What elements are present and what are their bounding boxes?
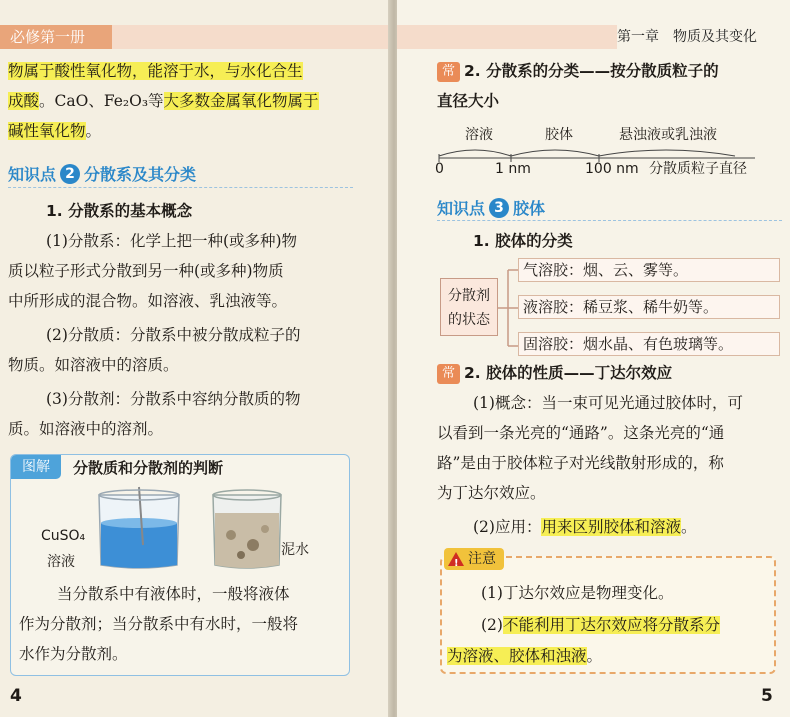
divider — [8, 187, 353, 188]
colloid-type-solid: 固溶胶：烟水晶、有色玻璃等。 — [518, 332, 780, 356]
header-book-title: 必修第一册 — [0, 25, 112, 49]
caption-line: 作为分散剂；当分散系中有水时，一般将 — [19, 615, 299, 633]
axis-tick-1nm: 1 nm — [495, 161, 531, 177]
header-chapter-title: 第一章 物质及其变化 — [617, 29, 757, 45]
illustration-tag: 图解 — [11, 455, 61, 479]
solution-label: 溶液 — [47, 554, 75, 570]
section-title: 常 2. 分散系的分类——按分散质粒子的 — [437, 58, 719, 85]
axis-tick-0: 0 — [435, 161, 444, 177]
mud-water-beaker-icon — [207, 485, 287, 573]
caption-line: 水作为分散剂。 — [19, 645, 128, 663]
text-line: 碱性氧化物。 — [8, 122, 102, 140]
knowledge-point-2: 知识点 2 分散系及其分类 — [8, 165, 197, 184]
illustration-box — [10, 454, 350, 676]
text-line: (1)概念：当一束可见光通过胶体时，可 — [473, 394, 743, 412]
text-line: 为丁达尔效应。 — [437, 484, 546, 502]
warning-icon — [448, 552, 464, 566]
common-tag: 常 — [437, 364, 460, 384]
text-line: 物质。如溶液中的溶质。 — [8, 356, 179, 374]
text-line: 质。如溶液中的溶剂。 — [8, 420, 164, 438]
section-title: 1. 胶体的分类 — [473, 232, 573, 250]
illustration-title: 分散质和分散剂的判断 — [73, 459, 224, 477]
section-title: 常 2. 胶体的性质——丁达尔效应 — [437, 360, 672, 387]
note-tag: ! 注意 — [444, 548, 504, 570]
text-line: (2)应用：用来区别胶体和溶液。 — [473, 518, 697, 536]
divider — [437, 220, 782, 221]
mud-label: 泥水 — [281, 542, 309, 558]
axis-label-solution: 溶液 — [465, 127, 493, 143]
colloid-type-liquid: 液溶胶：稀豆浆、稀牛奶等。 — [518, 295, 780, 319]
axis-title: 分散质粒子直径 — [649, 161, 747, 177]
axis-label-colloid: 胶体 — [545, 127, 573, 143]
note-line: (1)丁达尔效应是物理变化。 — [481, 584, 674, 602]
right-page — [397, 0, 790, 717]
text-line: (1)分散系：化学上把一种(或多种)物 — [46, 232, 298, 250]
page-number: 5 — [761, 686, 773, 706]
note-line: 为溶液、胶体和浊液。 — [447, 647, 603, 665]
text-line: 中所形成的混合物。如溶液、乳浊液等。 — [8, 292, 288, 310]
text-line: 物属于酸性氧化物，能溶于水，与水化合生 — [8, 62, 303, 80]
text-line: 路”是由于胶体粒子对光线散射形成的，称 — [437, 454, 724, 472]
note-line: (2)不能利用丁达尔效应将分散系分 — [481, 616, 720, 634]
knowledge-point-3: 知识点 3 胶体 — [437, 199, 546, 218]
axis-tick-100nm: 100 nm — [585, 161, 639, 177]
common-tag: 常 — [437, 62, 460, 82]
section-title-cont: 直径大小 — [437, 92, 500, 110]
caption-line: 当分散系中有液体时，一般将液体 — [57, 585, 290, 603]
text-line: (3)分散剂：分散系中容纳分散质的物 — [46, 390, 301, 408]
axis-label-suspension: 悬浊液或乳浊液 — [619, 127, 717, 143]
category-box: 分散剂 的状态 — [440, 278, 498, 336]
text-line: 质以粒子形式分散到另一种(或多种)物质 — [8, 262, 284, 280]
cuso4-beaker-icon — [89, 485, 189, 573]
text-line: 以看到一条光亮的“通路”。这条光亮的“通 — [437, 424, 725, 442]
category-bracket — [498, 264, 520, 354]
header-bar — [112, 25, 392, 49]
colloid-type-gas: 气溶胶：烟、云、雾等。 — [518, 258, 780, 282]
section-title: 1. 分散系的基本概念 — [46, 202, 193, 220]
text-line: (2)分散质：分散系中被分散成粒子的 — [46, 326, 301, 344]
page-number: 4 — [10, 686, 22, 706]
header-bar — [397, 25, 617, 49]
cuso4-label: CuSO₄ — [41, 528, 86, 544]
text-line: 成酸。CaO、Fe₂O₃等大多数金属氧化物属于 — [8, 92, 319, 110]
left-page — [0, 0, 392, 717]
